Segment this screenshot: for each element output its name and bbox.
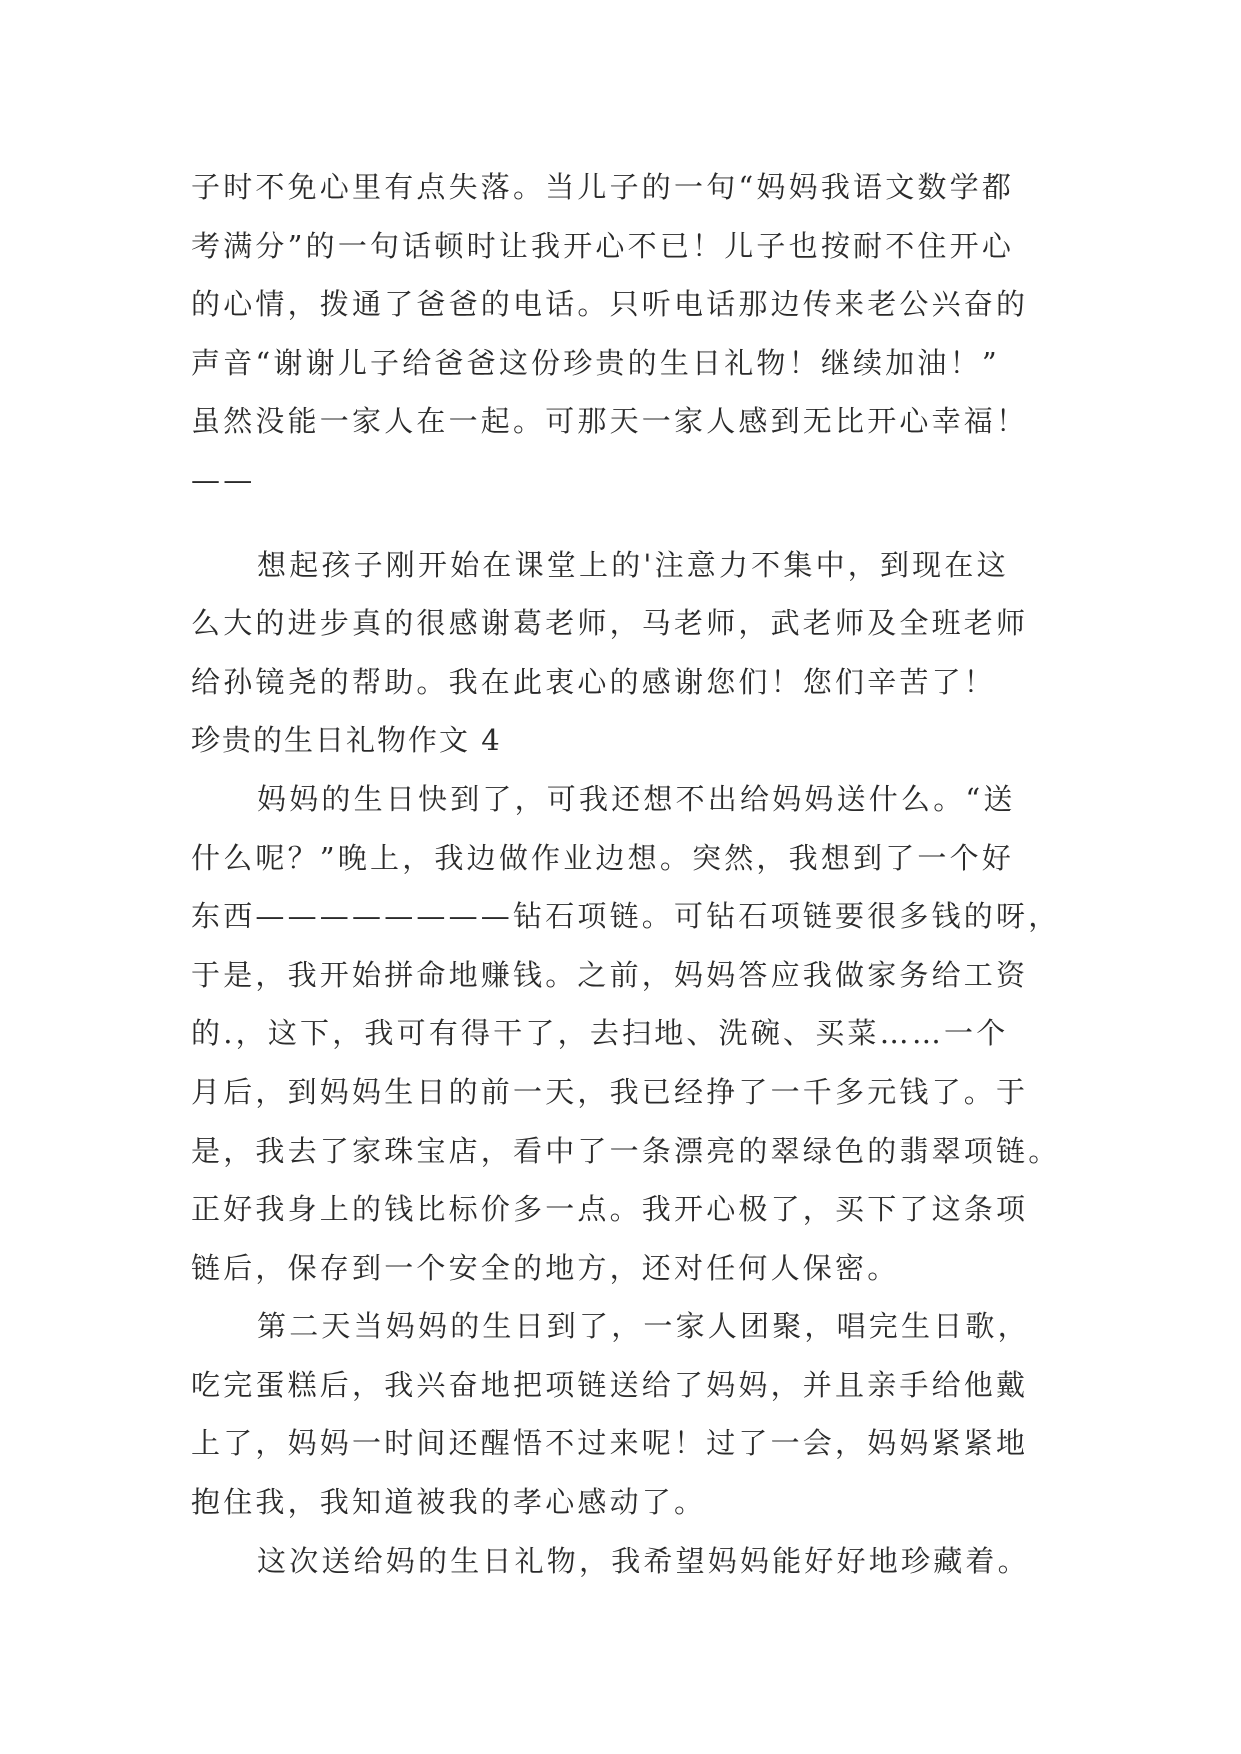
text-line: 给孙镜尧的帮助。我在此衷心的感谢您们！您们辛苦了！ bbox=[191, 664, 997, 699]
text-line: 正好我身上的钱比标价多一点。我开心极了，买下了这条项 bbox=[191, 1192, 1029, 1227]
text-line: 吃完蛋糕后，我兴奋地把项链送给了妈妈，并且亲手给他戴 bbox=[191, 1367, 1029, 1402]
text-line: 虽然没能一家人在一起。可那天一家人感到无比开心幸福！ bbox=[191, 404, 1029, 439]
text-line: 是，我去了家珠宝店，看中了一条漂亮的翠绿色的翡翠项链。 bbox=[191, 1133, 1061, 1168]
section-title: 珍贵的生日礼物作文 4 bbox=[191, 723, 502, 758]
text-line: 子时不免心里有点失落。当儿子的一句“妈妈我语文数学都 bbox=[191, 170, 1015, 204]
text-line: 于是，我开始拼命地赚钱。之前，妈妈答应我做家务给工资 bbox=[191, 957, 1029, 992]
text-line: 什么呢？”晚上，我边做作业边想。突然，我想到了一个好 bbox=[191, 840, 1015, 875]
text-line: 抱住我，我知道被我的孝心感动了。 bbox=[191, 1485, 707, 1520]
text-line: 考满分”的一句话顿时让我开心不已！儿子也按耐不住开心 bbox=[191, 228, 1015, 263]
text-line: 想起孩子刚开始在课堂上的'注意力不集中，到现在这 bbox=[257, 547, 1009, 582]
text-line: 这次送给妈的生日礼物，我希望妈妈能好好地珍藏着。 bbox=[257, 1543, 1030, 1578]
text-line: 东西————————钻石项链。可钻石项链要很多钱的呀， bbox=[191, 899, 1061, 934]
text-line: 声音“谢谢儿子给爸爸这份珍贵的生日礼物！继续加油！” bbox=[191, 345, 1000, 380]
text-line: 链后，保存到一个安全的地方，还对任何人保密。 bbox=[191, 1250, 900, 1285]
text-line: 的.，这下，我可有得干了，去扫地、洗碗、买菜……一个 bbox=[191, 1016, 1009, 1051]
text-line: 月后，到妈妈生日的前一天，我已经挣了一千多元钱了。于 bbox=[191, 1074, 1029, 1109]
text-line: 第二天当妈妈的生日到了，一家人团聚，唱完生日歌， bbox=[257, 1309, 1030, 1344]
text-line: 的心情，拨通了爸爸的电话。只听电话那边传来老公兴奋的 bbox=[191, 287, 1029, 322]
document-body bbox=[191, 158, 1061, 1590]
dash-line: —— bbox=[191, 462, 256, 497]
text-line: 上了，妈妈一时间还醒悟不过来呢！过了一会，妈妈紧紧地 bbox=[191, 1426, 1029, 1461]
text-line: 么大的进步真的很感谢葛老师，马老师，武老师及全班老师 bbox=[191, 606, 1029, 641]
paragraph-gap bbox=[191, 510, 1061, 536]
text-line: 妈妈的生日快到了，可我还想不出给妈妈送什么。“送 bbox=[257, 781, 1016, 816]
